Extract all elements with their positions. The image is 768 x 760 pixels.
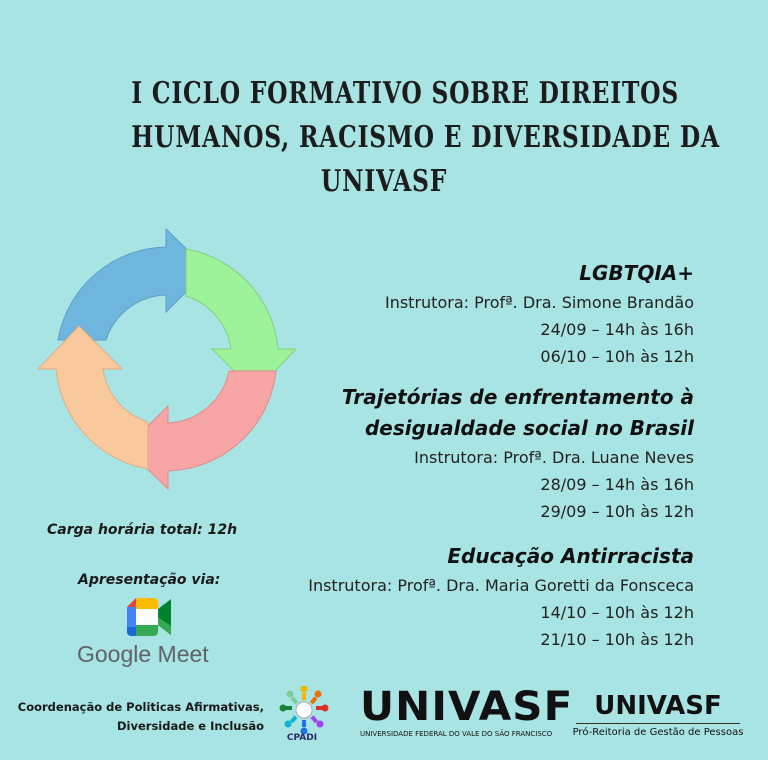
course-lgbtqia bbox=[254, 258, 694, 370]
univasf-prorectorate-logo bbox=[570, 692, 746, 738]
course-date: 14/10 – 10h às 12h bbox=[540, 603, 694, 622]
poster-title bbox=[60, 72, 720, 204]
coordination-line: Diversidade e Inclusão bbox=[117, 719, 264, 733]
cpadi-label: CPADI bbox=[286, 733, 318, 743]
univasf-subtitle: UNIVERSIDADE FEDERAL DO VALE DO SÃO FRANCISCO bbox=[360, 730, 553, 738]
course-title: Trajetórias de enfrentamento à bbox=[341, 385, 694, 409]
course-date: 24/09 – 14h às 16h bbox=[540, 320, 694, 339]
coordination-line: Coordenação de Politicas Afirmativas, bbox=[17, 700, 264, 714]
course-antirracista bbox=[234, 541, 694, 653]
course-title: desigualdade social no Brasil bbox=[364, 416, 694, 440]
course-date: 29/09 – 10h às 12h bbox=[540, 502, 694, 521]
univasf-wordmark: UNIVASF bbox=[360, 684, 574, 730]
google-meet-icon bbox=[125, 598, 173, 636]
google-meet-label: Google Meet bbox=[77, 641, 209, 667]
title-line-1: I CICLO FORMATIVO SOBRE DIREITOS bbox=[131, 76, 680, 111]
coordination-name bbox=[14, 698, 264, 736]
course-date: 28/09 – 14h às 16h bbox=[540, 475, 694, 494]
course-date: 06/10 – 10h às 12h bbox=[540, 347, 694, 366]
workload-label: Carga horária total: 12h bbox=[47, 522, 238, 538]
course-date: 21/10 – 10h às 12h bbox=[540, 630, 694, 649]
title-line-2: HUMANOS, RACISMO E DIVERSIDADE DA bbox=[131, 120, 720, 155]
prorectorate-name: Pró-Reitoria de Gestão de Pessoas bbox=[572, 727, 744, 738]
course-instructor: Instrutora: Profª. Dra. Luane Neves bbox=[414, 448, 694, 467]
course-title: Educação Antirracista bbox=[447, 544, 694, 568]
presentation-label: Apresentação via: bbox=[78, 572, 221, 588]
divider bbox=[576, 723, 740, 724]
course-instructor: Instrutora: Profª. Dra. Maria Goretti da Fonsceca bbox=[308, 576, 694, 595]
course-trajetorias bbox=[254, 382, 694, 525]
course-title: LGBTQIA+ bbox=[579, 261, 694, 285]
title-line-3: UNIVASF bbox=[320, 164, 448, 199]
cycle-arrow-orange bbox=[38, 326, 148, 469]
univasf-wordmark: UNIVASF bbox=[594, 691, 722, 721]
course-instructor: Instrutora: Profª. Dra. Simone Brandão bbox=[384, 293, 694, 312]
univasf-logo bbox=[360, 684, 574, 738]
